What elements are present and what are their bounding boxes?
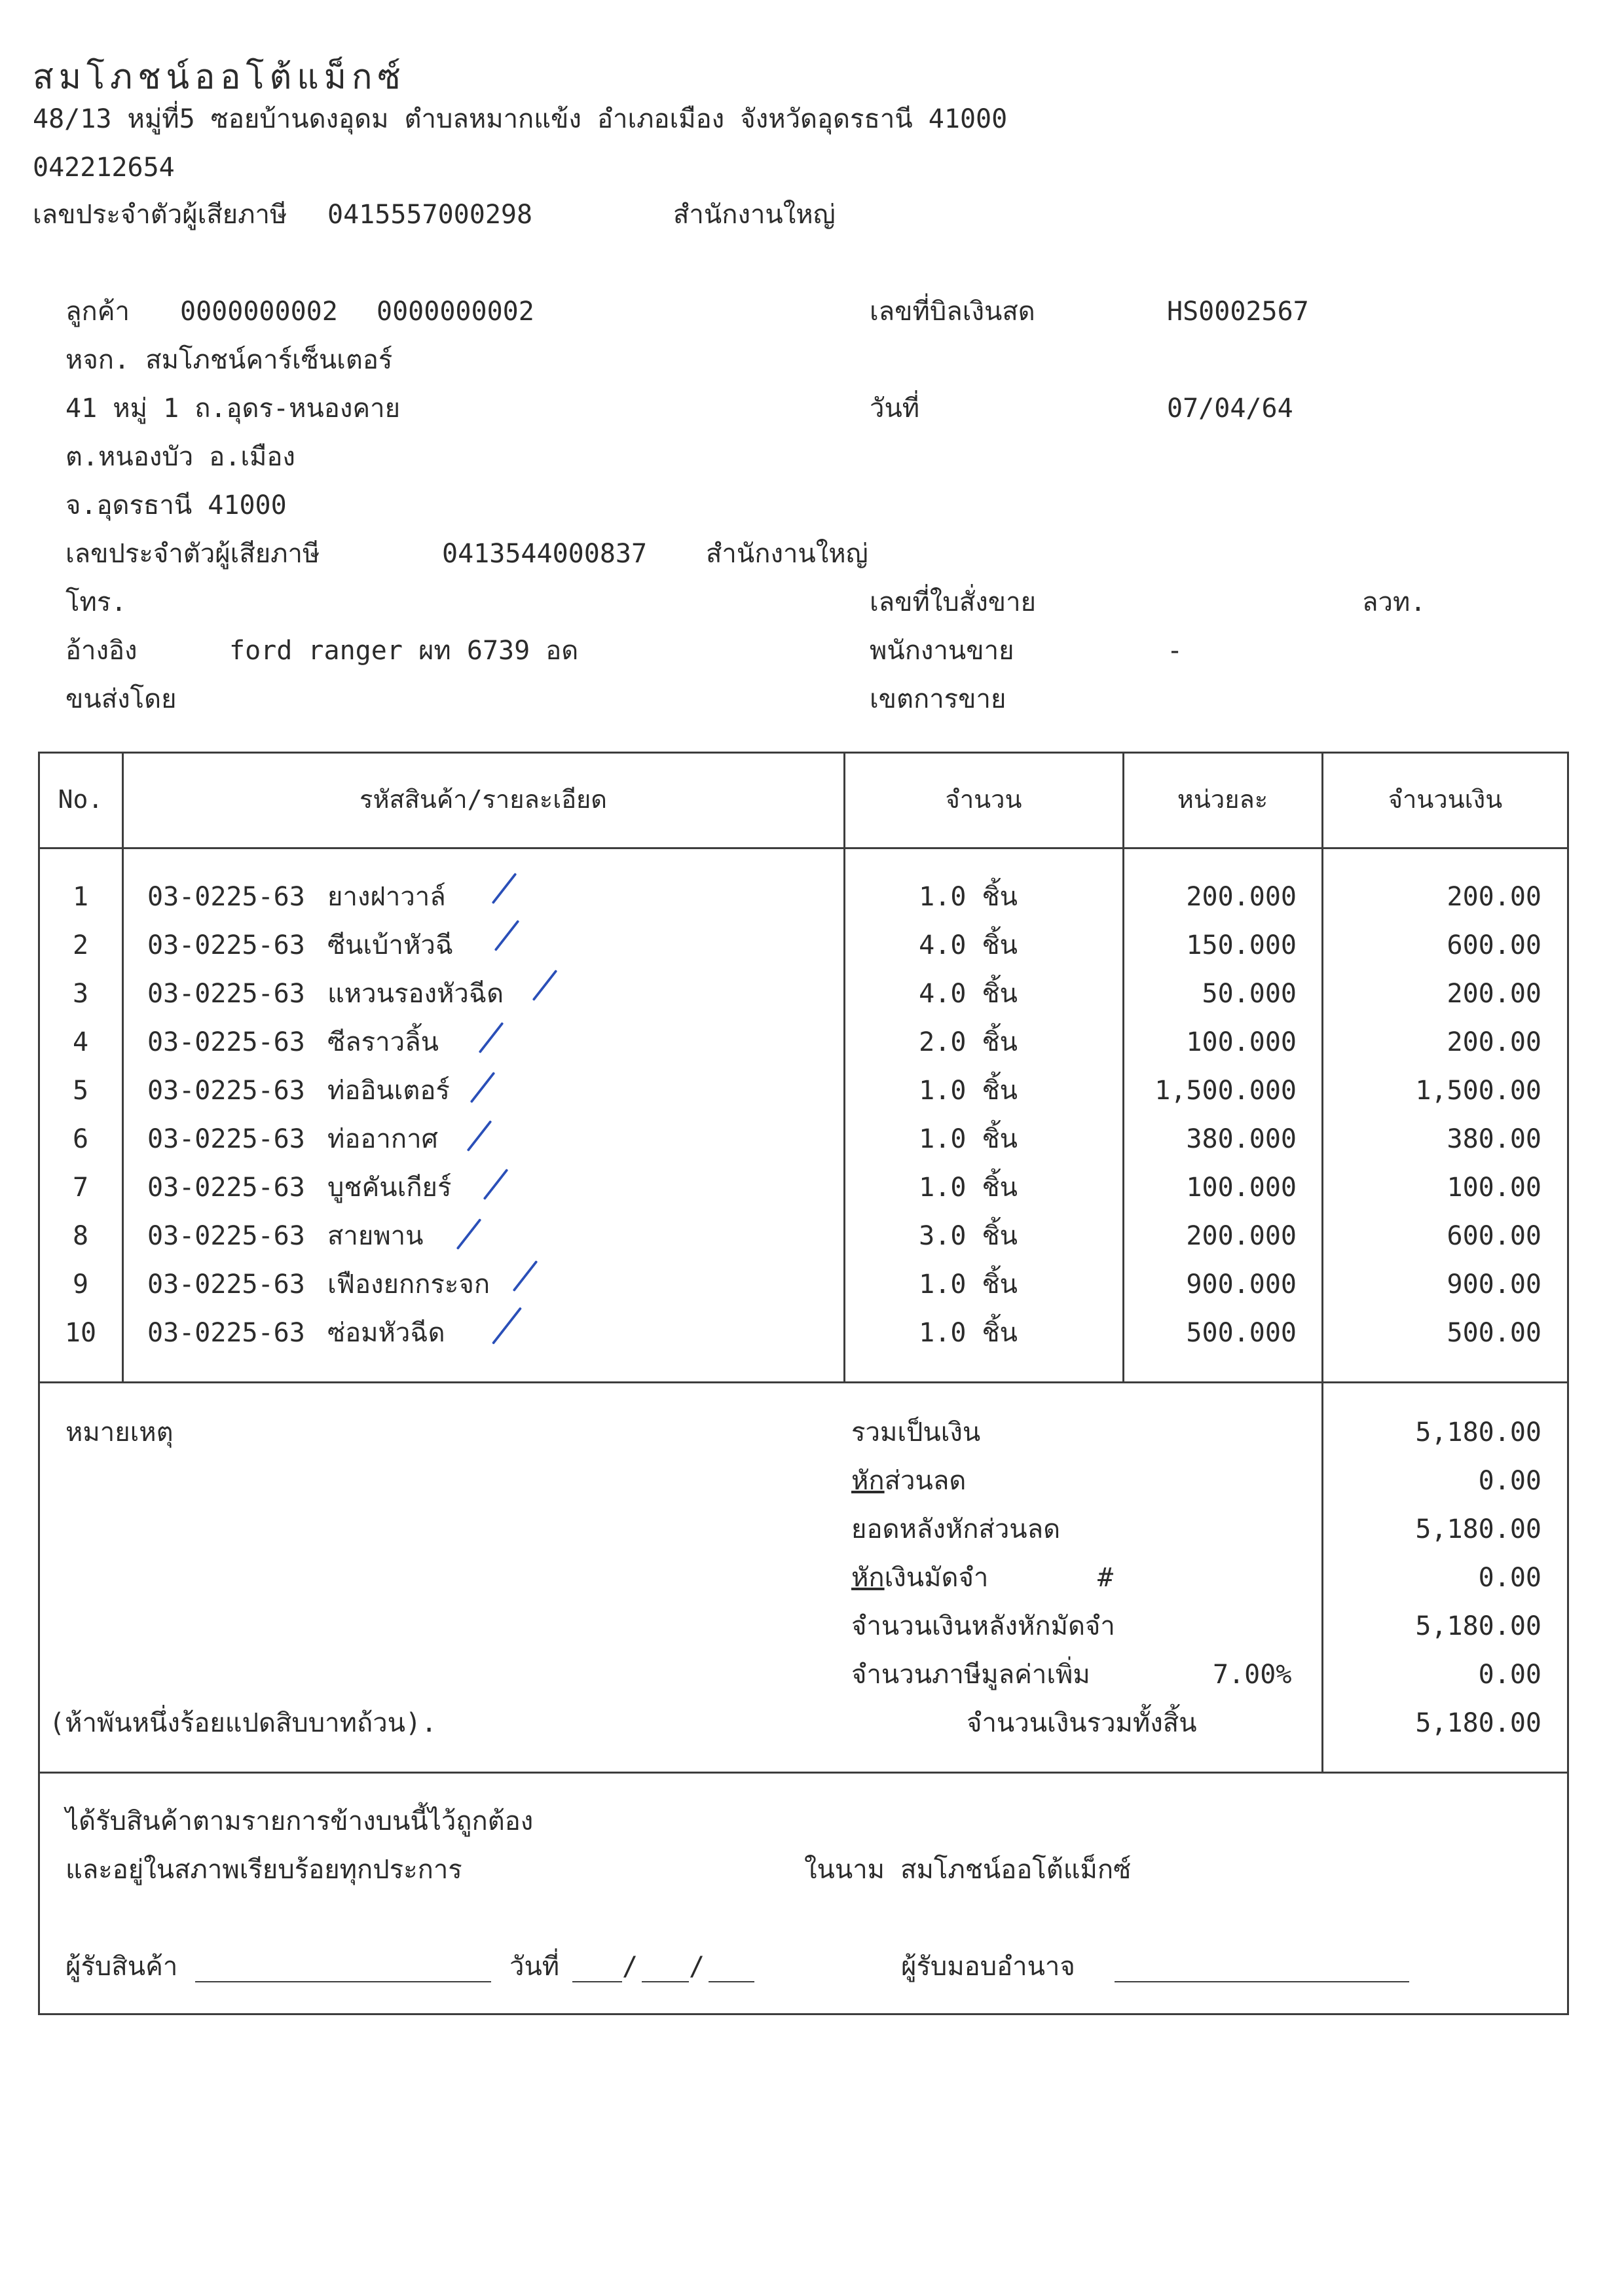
deposit-label	[851, 1562, 988, 1594]
company-address: 48/13 หมู่ที่5 ซอยบ้านดงอุดม ตำบลหมากแข้ง อำเภอเมือง จังหวัดอุดรธานี 41000	[33, 104, 1008, 134]
row-description: สายพาน	[327, 1221, 424, 1251]
col-header-description: รหัสสินค้า/รายละเอียด	[360, 785, 607, 814]
row-unit-price: 500.000	[1186, 1318, 1297, 1348]
after-deposit-value: 5,180.00	[1415, 1611, 1541, 1641]
row-code: 03-0225-63	[147, 1076, 305, 1106]
after-deposit-label: จำนวนเงินหลังหักมัดจำ	[851, 1611, 1115, 1641]
row-description: ยางฝาวาล์	[327, 882, 446, 912]
row-description: ท่ออากาศ	[327, 1124, 438, 1154]
row-amount: 100.00	[1447, 1173, 1541, 1203]
row-quantity: 1.0 ชิ้น	[919, 882, 1018, 912]
receiver-signature-line	[195, 1981, 491, 1982]
vat-label: จำนวนภาษีมูลค่าเพิ่ม	[851, 1660, 1090, 1690]
discount-value: 0.00	[1478, 1466, 1541, 1496]
row-amount: 1,500.00	[1415, 1076, 1541, 1106]
company-tax-id: 0415557000298	[327, 200, 533, 230]
row-quantity: 2.0 ชิ้น	[919, 1027, 1018, 1057]
row-description: ซีนเบ้าหัวฉี	[327, 930, 454, 960]
discount-label-rest: ส่วนลด	[884, 1466, 967, 1496]
row-no: 2	[72, 930, 89, 960]
row-description: ท่ออินเตอร์	[327, 1076, 450, 1106]
reference-label: อ้างอิง	[65, 636, 138, 666]
company-tax-label: เลขประจำตัวผู้เสียภาษี	[33, 200, 287, 230]
row-description: เฟืองยกกระจก	[327, 1269, 490, 1300]
row-code: 03-0225-63	[147, 1221, 305, 1251]
row-code: 03-0225-63	[147, 1173, 305, 1203]
row-amount: 600.00	[1447, 930, 1541, 960]
col-header-unit-price: หน่วยละ	[1177, 785, 1268, 814]
row-quantity: 4.0 ชิ้น	[919, 979, 1018, 1009]
discount-label	[851, 1465, 966, 1497]
customer-code-2: 0000000002	[377, 297, 534, 327]
row-amount: 200.00	[1447, 1027, 1541, 1057]
receive-day-line	[572, 1981, 622, 1982]
after-discount-value: 5,180.00	[1415, 1514, 1541, 1544]
grand-total-value: 5,180.00	[1415, 1708, 1541, 1738]
deposit-label-rest: เงินมัดจำ	[884, 1563, 989, 1593]
sales-area-label: เขตการขาย	[870, 684, 1006, 714]
company-phone: 042212654	[33, 153, 175, 183]
row-unit-price: 150.000	[1186, 930, 1297, 960]
receive-date-label: วันที่	[509, 1952, 560, 1982]
row-description: ซีลราวลิ้น	[327, 1027, 439, 1057]
row-quantity: 1.0 ชิ้น	[919, 1076, 1018, 1106]
row-unit-price: 50.000	[1202, 979, 1297, 1009]
company-branch: สำนักงานใหญ่	[673, 200, 836, 230]
row-description: บูชคันเกียร์	[327, 1173, 452, 1203]
shipping-label: ขนส่งโดย	[65, 684, 177, 714]
customer-short-code: ลวท.	[1362, 587, 1426, 617]
authorized-signature-line	[1115, 1981, 1409, 1982]
customer-address-1: 41 หมู่ 1 ถ.อุดร-หนองคาย	[65, 393, 401, 424]
row-amount: 600.00	[1447, 1221, 1541, 1251]
vat-rate: 7.00%	[1213, 1660, 1292, 1690]
date-separator-2: /	[689, 1952, 705, 1982]
row-unit-price: 900.000	[1186, 1269, 1297, 1300]
row-amount: 200.00	[1447, 882, 1541, 912]
row-no: 7	[72, 1173, 89, 1203]
bill-number: HS0002567	[1167, 297, 1309, 327]
deposit-mark: #	[1098, 1563, 1114, 1593]
row-no: 8	[72, 1221, 89, 1251]
row-unit-price: 100.000	[1186, 1173, 1297, 1203]
receive-year-line	[709, 1981, 754, 1982]
sales-order-label: เลขที่ใบสั่งขาย	[870, 587, 1037, 617]
row-amount: 200.00	[1447, 979, 1541, 1009]
row-no: 5	[72, 1076, 89, 1106]
authorized-label: ผู้รับมอบอำนาจ	[901, 1952, 1075, 1982]
row-amount: 900.00	[1447, 1269, 1541, 1300]
customer-name: หจก. สมโภชน์คาร์เซ็นเตอร์	[65, 345, 393, 375]
row-unit-price: 200.000	[1186, 1221, 1297, 1251]
row-no: 6	[72, 1124, 89, 1154]
customer-phone-label: โทร.	[65, 587, 127, 617]
row-quantity: 1.0 ชิ้น	[919, 1269, 1018, 1300]
deposit-label-underlined: หัก	[851, 1563, 885, 1593]
on-behalf-of: ในนาม สมโภชน์ออโต้แม็กซ์	[804, 1855, 1132, 1885]
received-statement-2: และอยู่ในสภาพเรียบร้อยทุกประการ	[65, 1855, 462, 1885]
customer-address-3: จ.อุดรธานี 41000	[65, 490, 287, 520]
row-no: 3	[72, 979, 89, 1009]
customer-tax-label: เลขประจำตัวผู้เสียภาษี	[65, 539, 320, 569]
received-statement-1: ได้รับสินค้าตามรายการข้างบนนี้ไว้ถูกต้อง	[65, 1806, 534, 1836]
row-code: 03-0225-63	[147, 882, 305, 912]
customer-label: ลูกค้า	[65, 297, 130, 327]
header-divider	[38, 847, 1569, 849]
deposit-value: 0.00	[1478, 1563, 1541, 1593]
row-code: 03-0225-63	[147, 1124, 305, 1154]
receiver-label: ผู้รับสินค้า	[65, 1952, 178, 1982]
subtotal-value: 5,180.00	[1415, 1417, 1541, 1448]
row-description: ซ่อมหัวฉีด	[327, 1318, 445, 1348]
amount-in-words: (ห้าพันหนึ่งร้อยแปดสิบบาทถ้วน).	[49, 1708, 437, 1738]
row-code: 03-0225-63	[147, 979, 305, 1009]
row-no: 10	[64, 1318, 97, 1348]
row-unit-price: 200.000	[1186, 882, 1297, 912]
col-header-amount: จำนวนเงิน	[1388, 785, 1503, 814]
row-unit-price: 380.000	[1186, 1124, 1297, 1154]
subtotal-label: รวมเป็นเงิน	[851, 1417, 981, 1448]
row-code: 03-0225-63	[147, 930, 305, 960]
after-discount-label: ยอดหลังหักส่วนลด	[851, 1514, 1061, 1544]
row-quantity: 3.0 ชิ้น	[919, 1221, 1018, 1251]
receive-month-line	[642, 1981, 689, 1982]
customer-tax-id: 0413544000837	[442, 539, 648, 569]
row-amount: 500.00	[1447, 1318, 1541, 1348]
row-quantity: 4.0 ชิ้น	[919, 930, 1018, 960]
col-header-quantity: จำนวน	[945, 785, 1022, 814]
discount-label-underlined: หัก	[851, 1466, 885, 1496]
customer-code-1: 0000000002	[180, 297, 338, 327]
row-unit-price: 100.000	[1186, 1027, 1297, 1057]
row-no: 4	[72, 1027, 89, 1057]
salesman-label: พนักงานขาย	[870, 636, 1014, 666]
date-separator-1: /	[622, 1952, 638, 1982]
company-name: สมโภชน์ออโต้แม็กซ์	[33, 58, 406, 97]
row-code: 03-0225-63	[147, 1269, 305, 1300]
grand-total-label: จำนวนเงินรวมทั้งสิ้น	[967, 1708, 1197, 1738]
row-amount: 380.00	[1447, 1124, 1541, 1154]
row-unit-price: 1,500.000	[1154, 1076, 1297, 1106]
row-quantity: 1.0 ชิ้น	[919, 1124, 1018, 1154]
vat-value: 0.00	[1478, 1660, 1541, 1690]
customer-address-2: ต.หนองบัว อ.เมือง	[65, 442, 295, 472]
salesman-value: -	[1167, 636, 1183, 666]
date-label: วันที่	[870, 393, 920, 424]
row-description: แหวนรองหัวฉีด	[327, 979, 504, 1009]
row-code: 03-0225-63	[147, 1318, 305, 1348]
col-divider-1	[122, 752, 124, 1383]
col-header-no: No.	[58, 785, 103, 814]
row-no: 1	[72, 882, 89, 912]
remark-label: หมายเหตุ	[65, 1417, 174, 1448]
row-quantity: 1.0 ชิ้น	[919, 1173, 1018, 1203]
customer-branch: สำนักงานใหญ่	[706, 539, 868, 569]
bill-number-label: เลขที่บิลเงินสด	[870, 297, 1035, 327]
row-quantity: 1.0 ชิ้น	[919, 1318, 1018, 1348]
items-divider	[38, 1381, 1569, 1383]
bill-date: 07/04/64	[1167, 393, 1293, 424]
row-no: 9	[72, 1269, 89, 1300]
reference-value: ford ranger ผท 6739 อด	[229, 636, 579, 666]
row-code: 03-0225-63	[147, 1027, 305, 1057]
totals-divider	[38, 1772, 1569, 1774]
